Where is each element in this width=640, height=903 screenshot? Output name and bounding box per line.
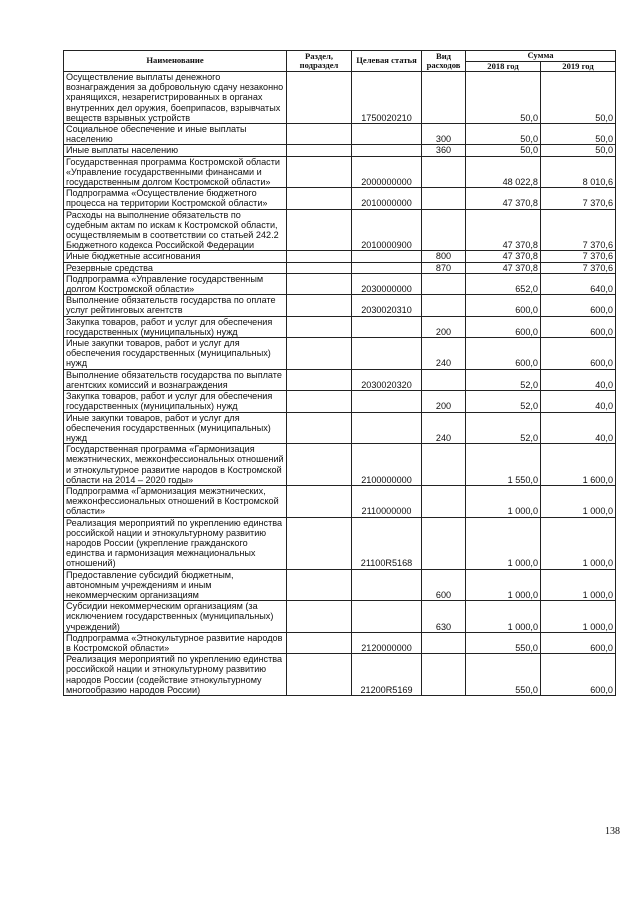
cell-2018: 1 550,0	[466, 444, 541, 486]
table-row	[64, 295, 616, 316]
table-row	[64, 145, 616, 156]
table-row	[64, 412, 616, 444]
table-row	[64, 262, 616, 273]
cell-2019: 7 370,6	[541, 209, 616, 251]
table-row	[64, 601, 616, 633]
cell-article: 2100000000	[352, 444, 422, 486]
cell-2019: 600,0	[541, 632, 616, 653]
cell-type	[422, 632, 466, 653]
cell-article: 2030020310	[352, 295, 422, 316]
cell-section	[287, 654, 352, 696]
cell-2019: 50,0	[541, 124, 616, 145]
cell-name: Иные бюджетные ассигнования	[64, 251, 287, 262]
cell-2018: 600,0	[466, 295, 541, 316]
cell-article: 1750020210	[352, 72, 422, 124]
cell-type: 200	[422, 391, 466, 412]
cell-2018: 47 370,8	[466, 209, 541, 251]
table-row	[64, 188, 616, 209]
table-row	[64, 485, 616, 517]
cell-type	[422, 188, 466, 209]
cell-article: 21100R5168	[352, 517, 422, 569]
cell-section	[287, 485, 352, 517]
cell-2018: 47 370,8	[466, 251, 541, 262]
cell-name: Государственная программа «Гармонизация межэтнических, межконфессиональных отношений и этнокультурное развитие народов в Костромской области на 2014 – 2020 годы»	[64, 444, 287, 486]
cell-article	[352, 251, 422, 262]
cell-article	[352, 124, 422, 145]
cell-section	[287, 444, 352, 486]
cell-2019: 600,0	[541, 654, 616, 696]
cell-article	[352, 145, 422, 156]
cell-name: Иные выплаты населению	[64, 145, 287, 156]
cell-2019: 1 000,0	[541, 517, 616, 569]
cell-section	[287, 338, 352, 370]
cell-section	[287, 273, 352, 294]
cell-article: 2000000000	[352, 156, 422, 188]
cell-name: Подпрограмма «Этнокультурное развитие народов в Костромской области»	[64, 632, 287, 653]
table-row	[64, 72, 616, 124]
cell-article: 2120000000	[352, 632, 422, 653]
cell-article	[352, 316, 422, 337]
cell-2019: 7 370,6	[541, 251, 616, 262]
cell-2019: 40,0	[541, 369, 616, 390]
cell-name: Субсидии некоммерческим организациям (за исключением государственных (муниципальных) учреждений)	[64, 601, 287, 633]
table-row	[64, 369, 616, 390]
header-2018: 2018 год	[466, 61, 541, 72]
cell-type: 800	[422, 251, 466, 262]
table-row	[64, 124, 616, 145]
table-row	[64, 251, 616, 262]
header-name: Наименование	[64, 51, 287, 72]
cell-section	[287, 391, 352, 412]
cell-type: 870	[422, 262, 466, 273]
header-sum: Сумма	[466, 51, 616, 62]
cell-2019: 40,0	[541, 391, 616, 412]
table-row	[64, 569, 616, 601]
cell-name: Резервные средства	[64, 262, 287, 273]
page-number: 138	[605, 826, 620, 837]
cell-name: Иные закупки товаров, работ и услуг для обеспечения государственных (муниципальных) нужд	[64, 412, 287, 444]
cell-article	[352, 338, 422, 370]
cell-2018: 1 000,0	[466, 485, 541, 517]
cell-2018: 48 022,8	[466, 156, 541, 188]
cell-name: Осуществление выплаты денежного вознаграждения за добровольную сдачу незаконно хранящихся, незарегистрированных в органах внутренних дел оружия, боеприпасов, взрывчатых веществ взрывных устройств	[64, 72, 287, 124]
cell-type	[422, 485, 466, 517]
cell-2018: 550,0	[466, 654, 541, 696]
cell-type: 600	[422, 569, 466, 601]
cell-article: 2010000900	[352, 209, 422, 251]
cell-article	[352, 412, 422, 444]
table-header	[64, 51, 616, 72]
cell-2019: 8 010,6	[541, 156, 616, 188]
cell-name: Подпрограмма «Осуществление бюджетного процесса на территории Костромской области»	[64, 188, 287, 209]
cell-type	[422, 369, 466, 390]
cell-type: 360	[422, 145, 466, 156]
cell-section	[287, 251, 352, 262]
cell-2018: 1 000,0	[466, 601, 541, 633]
cell-2019: 7 370,6	[541, 262, 616, 273]
table-row	[64, 156, 616, 188]
header-section: Раздел, подраздел	[287, 51, 352, 72]
cell-section	[287, 632, 352, 653]
budget-table	[63, 50, 616, 696]
cell-2019: 1 000,0	[541, 485, 616, 517]
cell-name: Реализация мероприятий по укреплению единства российской нации и этнокультурному развитию народов России (укрепление гражданского единства и гармонизация межнациональных отношений)	[64, 517, 287, 569]
table-row	[64, 273, 616, 294]
cell-2019: 50,0	[541, 72, 616, 124]
cell-article: 21200R5169	[352, 654, 422, 696]
cell-type: 240	[422, 338, 466, 370]
cell-name: Предоставление субсидий бюджетным, автономным учреждениям и иным некоммерческим организациям	[64, 569, 287, 601]
cell-2018: 550,0	[466, 632, 541, 653]
cell-2019: 1 000,0	[541, 569, 616, 601]
cell-section	[287, 412, 352, 444]
cell-article: 2110000000	[352, 485, 422, 517]
cell-2018: 1 000,0	[466, 517, 541, 569]
cell-name: Иные закупки товаров, работ и услуг для обеспечения государственных (муниципальных) нужд	[64, 338, 287, 370]
cell-2019: 600,0	[541, 295, 616, 316]
cell-article	[352, 262, 422, 273]
cell-2018: 1 000,0	[466, 569, 541, 601]
table-row	[64, 338, 616, 370]
cell-2019: 640,0	[541, 273, 616, 294]
cell-2018: 52,0	[466, 369, 541, 390]
cell-type	[422, 273, 466, 294]
cell-section	[287, 145, 352, 156]
cell-2018: 50,0	[466, 124, 541, 145]
cell-name: Подпрограмма «Гармонизация межэтнических, межконфессиональных отношений в Костромской области»	[64, 485, 287, 517]
cell-name: Реализация мероприятий по укреплению единства российской нации и этнокультурному развитию народов России (содействие этнокультурному многообразию народов России)	[64, 654, 287, 696]
cell-2019: 7 370,6	[541, 188, 616, 209]
cell-section	[287, 295, 352, 316]
cell-2018: 50,0	[466, 72, 541, 124]
cell-name: Социальное обеспечение и иные выплаты населению	[64, 124, 287, 145]
cell-2019: 1 600,0	[541, 444, 616, 486]
cell-name: Государственная программа Костромской области «Управление государственными финансами и государственным долгом Костромской области»	[64, 156, 287, 188]
cell-section	[287, 262, 352, 273]
cell-section	[287, 72, 352, 124]
cell-2018: 50,0	[466, 145, 541, 156]
cell-2018: 652,0	[466, 273, 541, 294]
cell-section	[287, 316, 352, 337]
table-row	[64, 209, 616, 251]
cell-name: Расходы на выполнение обязательств по судебным актам по искам к Костромской области, осуществляемым в соответствии со статьей 242.2 Бюджетного кодекса Российской Федерации	[64, 209, 287, 251]
cell-type	[422, 654, 466, 696]
cell-name: Закупка товаров, работ и услуг для обеспечения государственных (муниципальных) нужд	[64, 391, 287, 412]
table-row	[64, 654, 616, 696]
table-row	[64, 391, 616, 412]
cell-name: Выполнение обязательств государства по выплате агентских комиссий и вознаграждения	[64, 369, 287, 390]
table-row	[64, 517, 616, 569]
cell-name: Выполнение обязательств государства по оплате услуг рейтинговых агентств	[64, 295, 287, 316]
cell-name: Закупка товаров, работ и услуг для обеспечения государственных (муниципальных) нужд	[64, 316, 287, 337]
table-row	[64, 316, 616, 337]
cell-2018: 52,0	[466, 412, 541, 444]
cell-2019: 50,0	[541, 145, 616, 156]
cell-type	[422, 444, 466, 486]
cell-article: 2030000000	[352, 273, 422, 294]
cell-article: 2010000000	[352, 188, 422, 209]
cell-2019: 600,0	[541, 338, 616, 370]
cell-article: 2030020320	[352, 369, 422, 390]
table-row	[64, 632, 616, 653]
cell-article	[352, 391, 422, 412]
cell-section	[287, 369, 352, 390]
cell-2018: 47 370,8	[466, 262, 541, 273]
cell-2019: 600,0	[541, 316, 616, 337]
cell-section	[287, 209, 352, 251]
cell-type: 200	[422, 316, 466, 337]
cell-section	[287, 569, 352, 601]
cell-section	[287, 156, 352, 188]
cell-name: Подпрограмма «Управление государственным долгом Костромской области»	[64, 273, 287, 294]
header-type: Вид расходов	[422, 51, 466, 72]
table-body	[64, 72, 616, 696]
cell-section	[287, 601, 352, 633]
cell-type	[422, 295, 466, 316]
cell-type: 240	[422, 412, 466, 444]
cell-type	[422, 156, 466, 188]
cell-section	[287, 124, 352, 145]
cell-2019: 1 000,0	[541, 601, 616, 633]
cell-article	[352, 569, 422, 601]
header-2019: 2019 год	[541, 61, 616, 72]
cell-type	[422, 72, 466, 124]
header-article: Целевая статья	[352, 51, 422, 72]
cell-2018: 47 370,8	[466, 188, 541, 209]
cell-type	[422, 517, 466, 569]
cell-2018: 52,0	[466, 391, 541, 412]
cell-article	[352, 601, 422, 633]
cell-type: 300	[422, 124, 466, 145]
cell-type	[422, 209, 466, 251]
cell-type: 630	[422, 601, 466, 633]
cell-2019: 40,0	[541, 412, 616, 444]
cell-section	[287, 517, 352, 569]
cell-section	[287, 188, 352, 209]
cell-2018: 600,0	[466, 338, 541, 370]
table-row	[64, 444, 616, 486]
cell-2018: 600,0	[466, 316, 541, 337]
